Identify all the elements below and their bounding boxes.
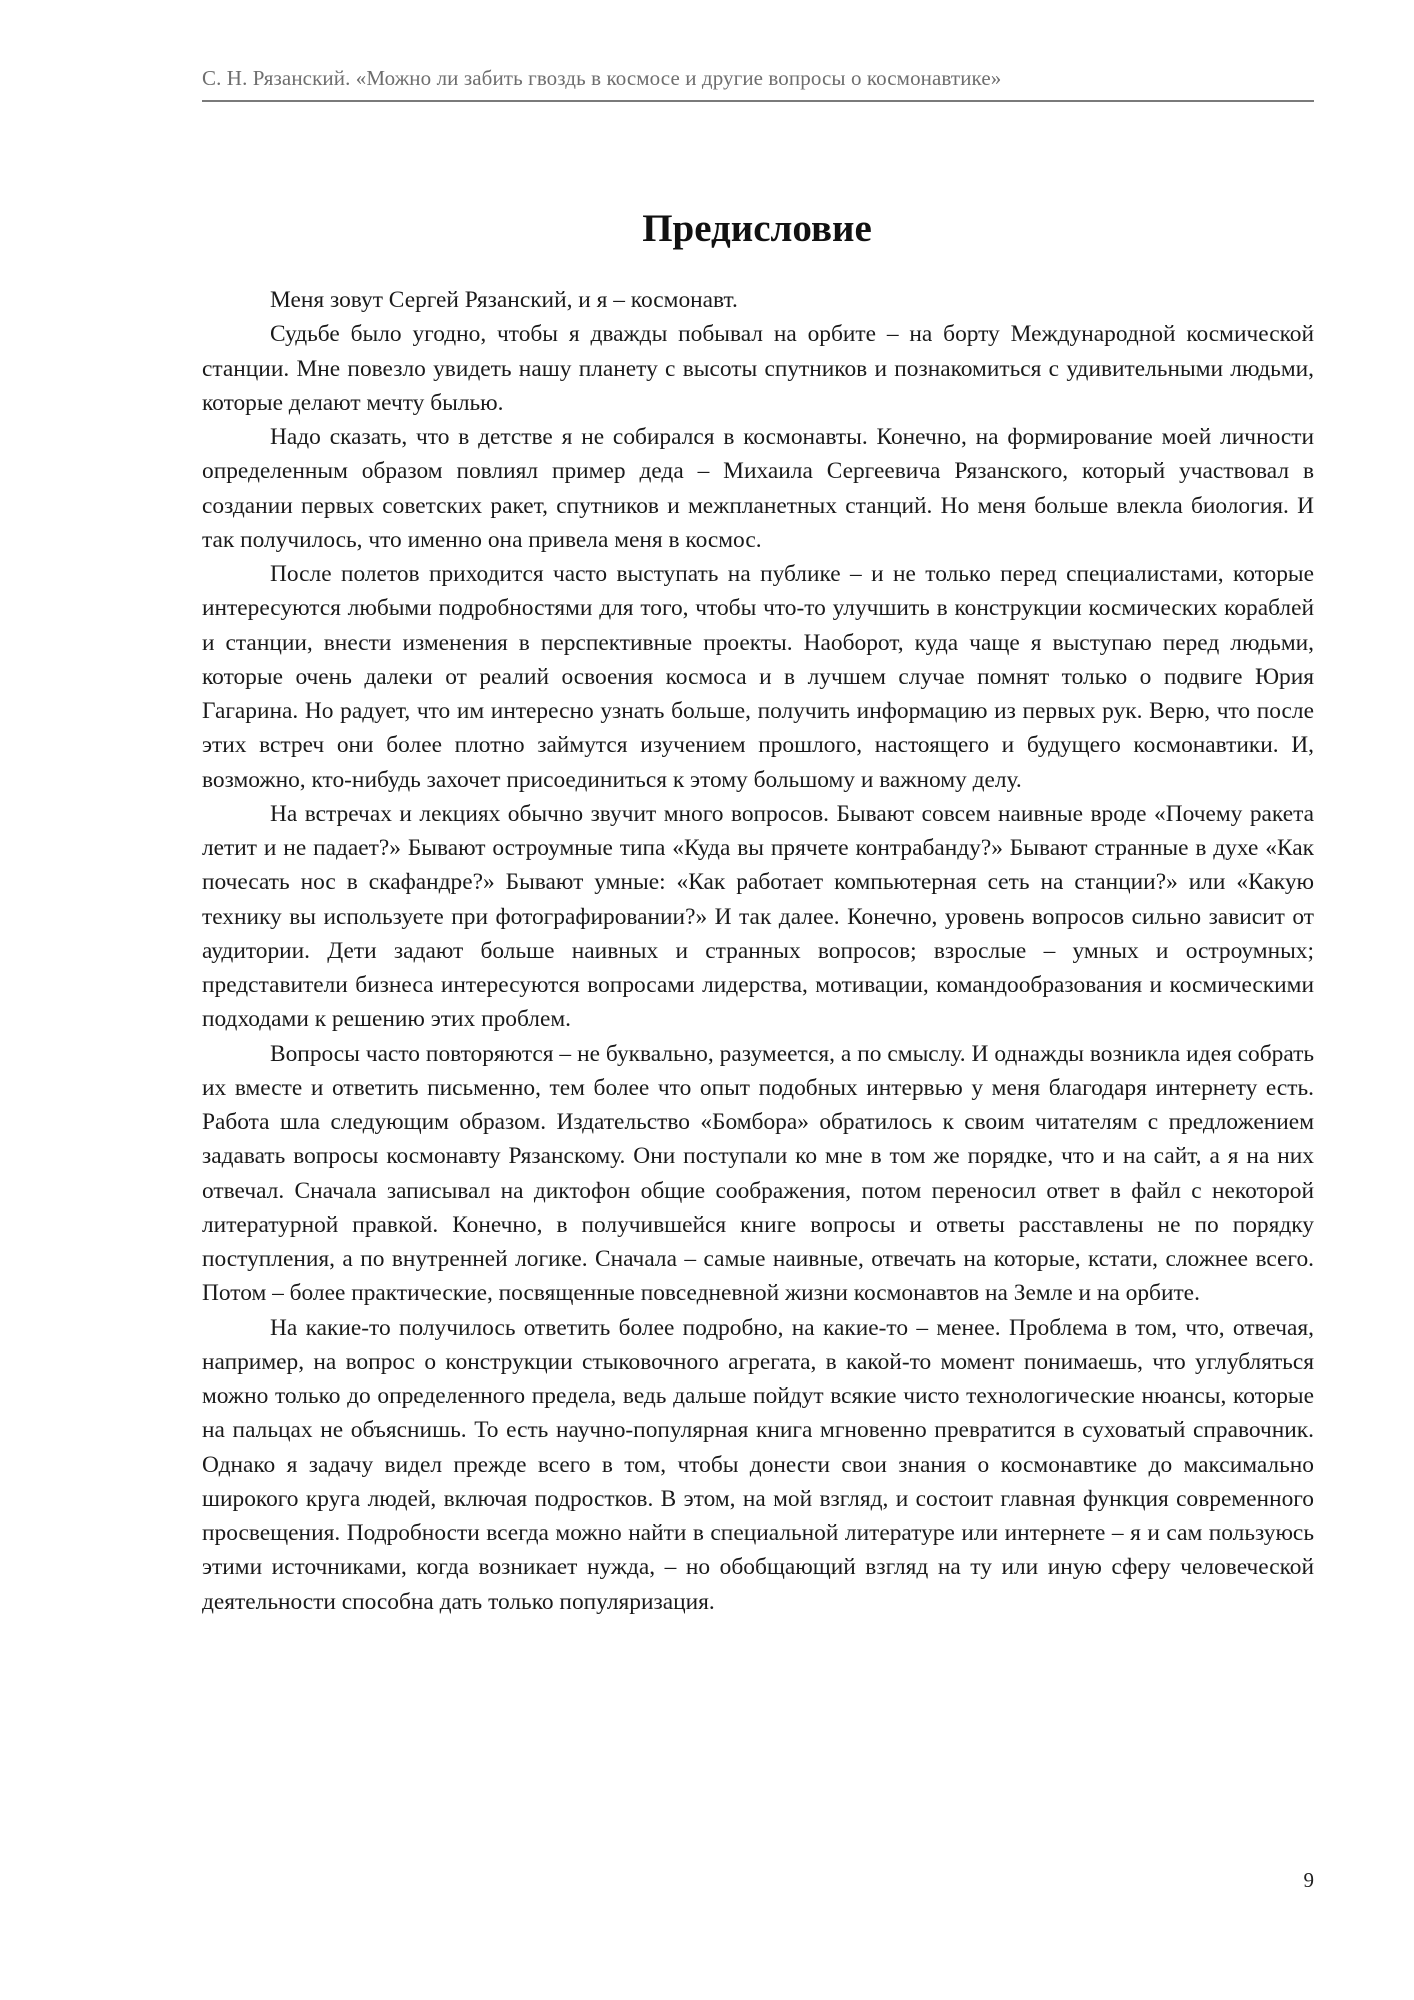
paragraph: Вопросы часто повторяются – не буквально, разумеется, а по смыслу. И однажды возникла идея собрать их вместе и ответить письменно, тем более что опыт подобных интервью у меня благодаря интернету есть. Работа шла следующим образом. Издательство «Бомбора» обратилось к своим читателям с предложением задавать вопросы космонавту Рязанскому. Они поступали ко мне в том же порядке, что и на сайт, а я на них отвечал. Сначала записывал на диктофон общие соображения, потом переносил ответ в файл с некоторой литературной правкой. Конечно, в получившейся книге вопросы и ответы расставлены не по порядку поступления, а по внутренней логике. Сначала – самые наивные, отвечать на которые, кстати, сложнее всего. Потом – более практические, посвященные повседневной жизни космонавтов на Земле и на орбите. [202,1040,1314,1307]
chapter-body [202,283,1314,1619]
header-rule [202,100,1314,102]
paragraph: На какие-то получилось ответить более подробно, на какие-то – менее. Проблема в том, что, отвечая, например, на вопрос о конструкции стыковочного агрегата, в какой-то момент понимаешь, что углубляться можно только до определенного предела, ведь дальше пойдут всякие чисто технологические нюансы, которые на пальцах не объяснишь. То есть научно-популярная книга мгновенно превратится в суховатый справочник. Однако я задачу видел прежде всего в том, чтобы донести свои знания о космонавтике до максимально широкого круга людей, включая подростков. В этом, на мой взгляд, и состоит главная функция современного просвещения. Подробности всегда можно найти в специальной литературе или интернете – я и сам пользуюсь этими источниками, когда возникает нужда, – но обобщающий взгляд на ту или иную сферу человеческой деятельности способна дать только популяризация. [202,1314,1314,1615]
page-number: 9 [1303,1868,1314,1892]
paragraph: Судьбе было угодно, чтобы я дважды побывал на орбите – на борту Международной космической станции. Мне повезло увидеть нашу планету с высоты спутников и познакомиться с удивительными людьми, которые делают мечту былью. [202,321,1314,416]
chapter-title: Предисловие [642,207,872,250]
paragraph: На встречах и лекциях обычно звучит много вопросов. Бывают совсем наивные вроде «Почему ракета летит и не падает?» Бывают остроумные типа «Куда вы прячете контрабанду?» Бывают странные в духе «Как почесать нос в скафандре?» Бывают умные: «Как работает компьютерная сеть на станции?» или «Какую технику вы используете при фотографировании?» И так далее. Конечно, уровень вопросов сильно зависит от аудитории. Дети задают больше наивных и странных вопросов; взрослые – умных и остроумных; представители бизнеса интересуются вопросами лидерства, мотивации, командообразования и космическими подходами к решению этих проблем. [202,800,1314,1033]
paragraph: Меня зовут Сергей Рязанский, и я – космонавт. [270,287,738,313]
paragraph: Надо сказать, что в детстве я не собирался в космонавты. Конечно, на формирование моей личности определенным образом повлиял пример деда – Михаила Сергеевича Рязанского, который участвовал в создании первых советских ракет, спутников и межпланетных станций. Но меня больше влекла биология. И так получилось, что именно она привела меня в космос. [202,424,1314,553]
running-header: С. Н. Рязанский. «Можно ли забить гвоздь в космосе и другие вопросы о космонавтике» [202,66,1002,90]
paragraph: После полетов приходится часто выступать на публике – и не только перед специалистами, которые интересуются любыми подробностями для того, чтобы что-то улучшить в конструкции космических кораблей и станции, внести изменения в перспективные проекты. Наоборот, куда чаще я выступаю перед людьми, которые очень далеки от реалий освоения космоса и в лучшем случае помнят только о подвиге Юрия Гагарина. Но радует, что им интересно узнать больше, получить информацию из первых рук. Верю, что после этих встреч они более плотно займутся изучением прошлого, настоящего и будущего космонавтики. И, возможно, кто-нибудь захочет присоединиться к этому большому и важному делу. [202,561,1314,793]
